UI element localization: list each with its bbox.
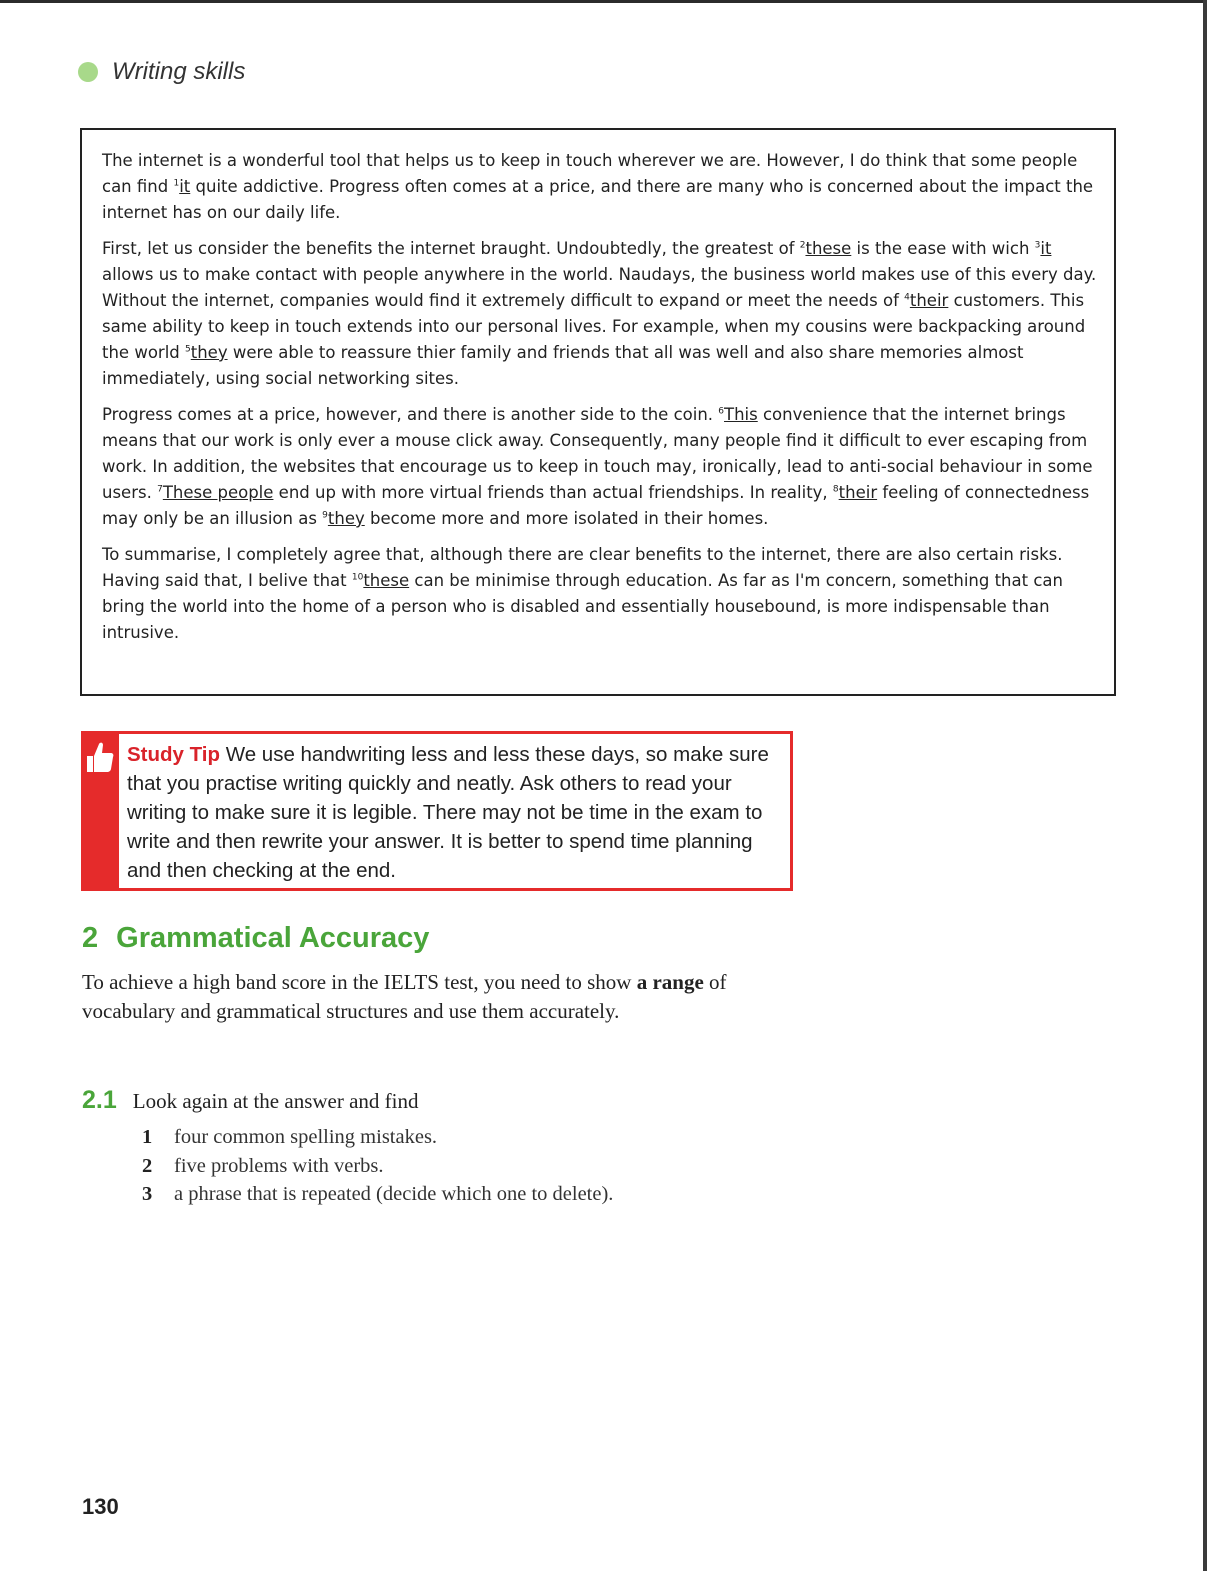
reference-word-10: these <box>363 571 410 590</box>
study-tip-bar <box>81 734 119 888</box>
reference-word-5: they <box>190 343 228 362</box>
list-item: 3 a phrase that is repeated (decide which one to delete). <box>142 1183 614 1205</box>
reference-word-4: their <box>909 291 949 310</box>
exercise-number: 2.1 <box>82 1086 117 1114</box>
reference-word-7: These people <box>162 483 274 502</box>
reference-word-8: their <box>838 483 878 502</box>
study-tip-label: Study Tip <box>127 743 221 766</box>
page-number: 130 <box>82 1494 119 1519</box>
sample-essay-box <box>80 128 1116 696</box>
thumbs-up-icon <box>85 740 115 776</box>
section-header-title: Writing skills <box>112 58 246 85</box>
list-item: 1 four common spelling mistakes. <box>142 1126 438 1148</box>
bullet-dot-icon <box>78 62 98 82</box>
exercise-instruction: Look again at the answer and find <box>132 1089 419 1113</box>
study-tip-box <box>81 731 793 891</box>
section-number: 2 <box>82 922 99 954</box>
exercise-heading <box>82 1086 419 1115</box>
study-tip-text: Study Tip We use handwriting less and less these days, so make sure that you practise writing quickly and neatly. Ask others to read your writing to make sure it is legible. There may not be time in the exam to write and then rewrite your answer. It is better to spend time planning and then checking at the end. <box>127 743 769 882</box>
list-item: 2 five problems with verbs. <box>142 1154 384 1177</box>
essay-paragraph-2: First, let us consider the benefits the internet braught. Undoubtedly, the greatest of $^2$these is the ease with wich $^3$it allows us to make contact with people anywhere in the world. Naudays, the business world makes use of this every day. Without the internet, companies would find it extremely difficult to expand or meet the needs of $^4$their customers. This same ability to keep in touch extends into our personal lives. For example, when my cousins were backpacking around the world $^5$they were able to reassure thier family and friends that all was well and also share memories almost immediately, using social networking sites. <box>102 239 1097 388</box>
reference-word-1: it <box>179 177 191 196</box>
reference-word-6: This <box>724 405 758 424</box>
top-rule <box>0 0 1207 3</box>
reference-word-3: it <box>1040 239 1052 258</box>
essay-paragraph-4: To summarise, I completely agree that, although there are clear benefits to the internet, there are also certain risks. Having said that, I belive that $^{10}$these can be minimise through education. As far as I'm concern, something that can bring the world into the home of a person who is disabled and essentially housebound, is more indispensable than intrusive. <box>102 545 1063 642</box>
exercise-list <box>142 1126 613 1212</box>
page-header <box>78 58 245 86</box>
page-edge <box>1203 0 1207 1571</box>
section-heading <box>82 922 429 955</box>
reference-word-9: they <box>327 509 365 528</box>
section-title: Grammatical Accuracy <box>116 922 430 954</box>
essay-paragraph-1: The internet is a wonderful tool that helps us to keep in touch wherever we are. However, I do think that some people can find $^1$it quite addictive. Progress often comes at a price, and there are many who is concerned about the impact the internet has on our daily life. <box>102 151 1094 222</box>
section-intro: To achieve a high band score in the IELTS test, you need to show a range of vocabulary and grammatical structures and use them accurately. <box>82 970 727 1023</box>
reference-word-2: these <box>805 239 852 258</box>
essay-paragraph-3: Progress comes at a price, however, and there is another side to the coin. $^6$This convenience that the internet brings means that our work is only ever a mouse click away. Consequently, many people find it difficult to ever escaping from work. In addition, the websites that encourage us to keep in touch may, ironically, lead to anti-social behaviour in some users. $^7$These people end up with more virtual friends than actual friendships. In reality, $^8$their feeling of connectedness may only be an illusion as $^9$they become more and more isolated in their homes. <box>102 405 1093 528</box>
